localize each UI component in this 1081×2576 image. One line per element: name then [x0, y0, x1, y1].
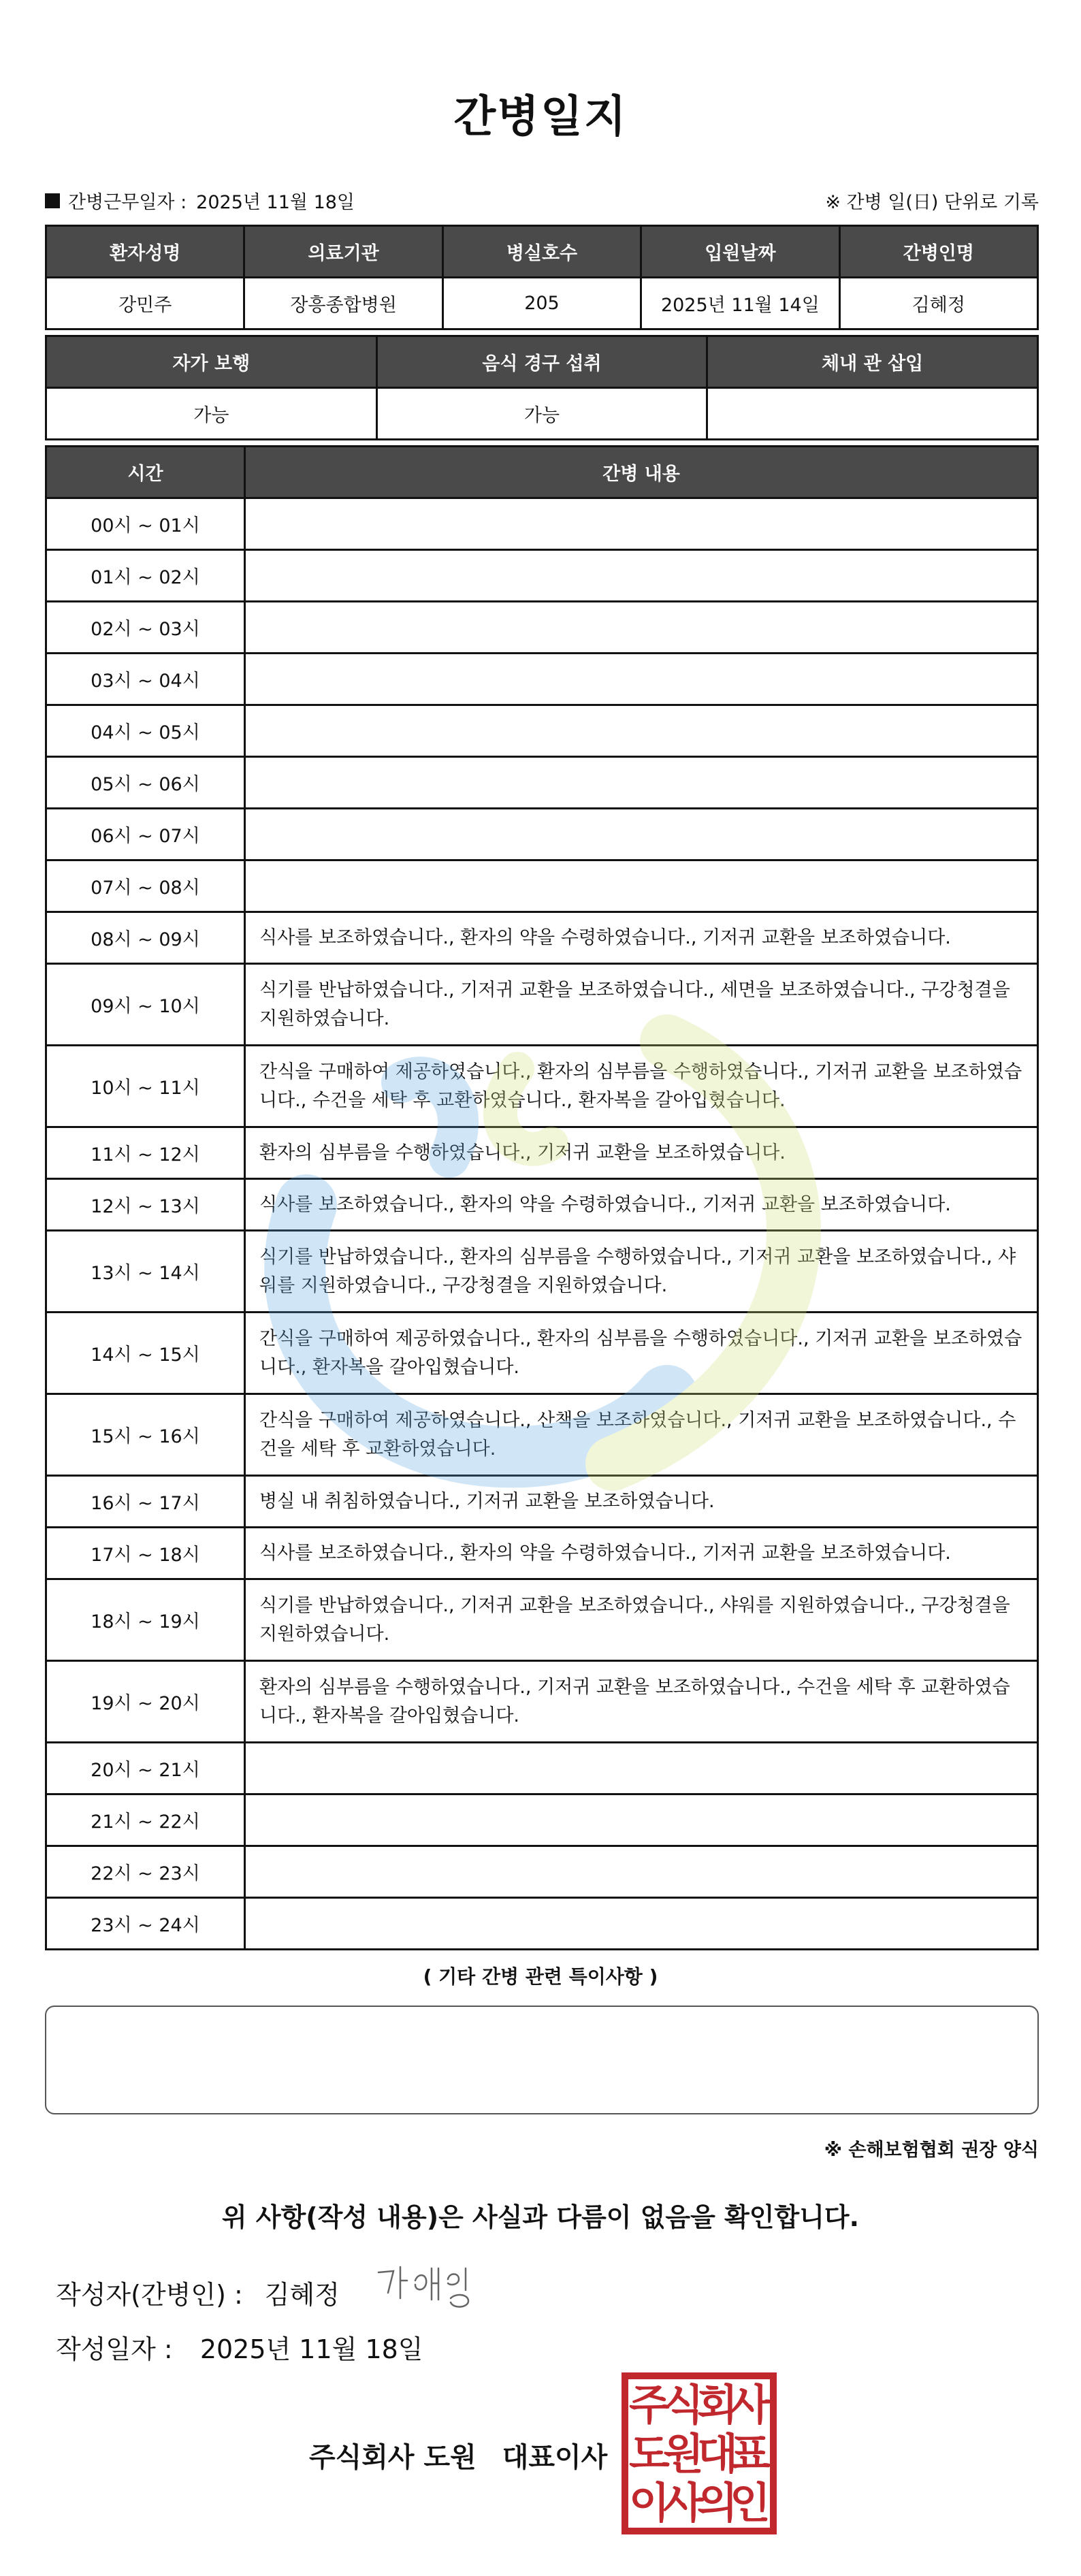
log-content: 간식을 구매하여 제공하였습니다., 환자의 심부름을 수행하였습니다., 기저귀 교환을 보조하였습니다., 수건을 세탁 후 교환하였습니다., 환자복을 갈아입혔습니다.: [245, 1046, 1038, 1127]
log-time: 17시 ~ 18시: [46, 1528, 245, 1579]
info-header: 간병인명: [839, 226, 1037, 278]
meta-row: [45, 187, 1039, 214]
info-header: 병실호수: [442, 226, 641, 278]
log-time: 11시 ~ 12시: [46, 1127, 245, 1179]
table-row: [46, 1179, 1038, 1231]
log-time: 04시 ~ 05시: [46, 705, 245, 757]
work-date-label: 간병근무일자 :: [68, 192, 187, 213]
log-content: [245, 654, 1038, 705]
table-row: [46, 809, 1038, 860]
log-content: 식기를 반납하였습니다., 기저귀 교환을 보조하였습니다., 세면을 보조하였습니다., 구강청결을 지원하였습니다.: [245, 964, 1038, 1046]
svg-text:이: 이: [629, 2478, 670, 2528]
admission-date: 2025년 11월 14일: [641, 278, 839, 329]
company-representative: 대표이사: [502, 2442, 608, 2473]
log-content: 환자의 심부름을 수행하였습니다., 기저귀 교환을 보조하였습니다., 수건을 세탁 후 교환하였습니다., 환자복을 갈아입혔습니다.: [245, 1661, 1038, 1743]
info-header: 의료기관: [244, 226, 442, 278]
table-row: [46, 1476, 1038, 1528]
table-row: [46, 757, 1038, 809]
ability-header: 체내 관 삽입: [707, 336, 1038, 388]
log-content: [245, 1794, 1038, 1846]
table-row: [46, 1046, 1038, 1127]
log-time: 22시 ~ 23시: [46, 1846, 245, 1898]
log-content: 환자의 심부름을 수행하였습니다., 기저귀 교환을 보조하였습니다.: [245, 1127, 1038, 1179]
svg-text:회: 회: [697, 2380, 738, 2430]
table-row: [46, 602, 1038, 654]
log-time: 20시 ~ 21시: [46, 1743, 245, 1794]
log-time: 07시 ~ 08시: [46, 860, 245, 912]
work-date: [45, 187, 355, 214]
log-time: 16시 ~ 17시: [46, 1476, 245, 1528]
company-seal-icon: [621, 2372, 777, 2535]
log-time: 06시 ~ 07시: [46, 809, 245, 860]
log-content: 식기를 반납하였습니다., 기저귀 교환을 보조하였습니다., 샤워를 지원하였습니다., 구강청결을 지원하였습니다.: [245, 1579, 1038, 1661]
log-content: [245, 602, 1038, 654]
svg-text:원: 원: [663, 2429, 704, 2479]
table-row: [46, 1898, 1038, 1950]
table-row: [46, 1743, 1038, 1794]
ability-header: 자가 보행: [46, 336, 377, 388]
ability-header: 음식 경구 섭취: [376, 336, 707, 388]
unit-note: ※ 간병 일(日) 단위로 기록: [825, 192, 1039, 213]
table-row: [46, 1661, 1038, 1743]
log-time: 08시 ~ 09시: [46, 912, 245, 964]
log-content: [245, 1846, 1038, 1898]
table-row: [46, 654, 1038, 705]
svg-text:의: 의: [697, 2478, 738, 2528]
square-bullet-icon: [45, 193, 60, 208]
svg-text:사: 사: [663, 2478, 704, 2528]
svg-text:인: 인: [730, 2478, 771, 2528]
notes-title: ( 기타 간병 관련 특이사항 ): [423, 1965, 658, 1988]
table-row: [46, 964, 1038, 1046]
log-time: 01시 ~ 02시: [46, 550, 245, 602]
log-time: 13시 ~ 14시: [46, 1231, 245, 1313]
log-time: 14시 ~ 15시: [46, 1313, 245, 1394]
log-time: 12시 ~ 13시: [46, 1179, 245, 1231]
table-row: [46, 1528, 1038, 1579]
hospital-name: 장흥종합병원: [244, 278, 442, 329]
patient-name: 강민주: [46, 278, 244, 329]
log-content: 식사를 보조하였습니다., 환자의 약을 수령하였습니다., 기저귀 교환을 보조하였습니다.: [245, 1179, 1038, 1231]
patient-ability-table: [45, 335, 1039, 440]
log-time: 09시 ~ 10시: [46, 964, 245, 1046]
table-row: [46, 1313, 1038, 1394]
tube-insertion-value: [707, 388, 1038, 440]
table-row: [46, 1794, 1038, 1846]
log-time: 10시 ~ 11시: [46, 1046, 245, 1127]
special-notes-box: [45, 2006, 1039, 2114]
info-header: 입원날짜: [641, 226, 839, 278]
svg-text:대: 대: [697, 2429, 738, 2479]
caregiver-name: 김혜정: [839, 278, 1037, 329]
written-date-label: 작성일자 :: [56, 2334, 173, 2364]
table-row: [46, 498, 1038, 550]
table-row: [46, 912, 1038, 964]
company-line: [309, 2436, 607, 2475]
log-time: 05시 ~ 06시: [46, 757, 245, 809]
handwritten-signature-icon: [373, 2260, 489, 2315]
table-row: [46, 1394, 1038, 1476]
log-content: [245, 550, 1038, 602]
log-content: 식사를 보조하였습니다., 환자의 약을 수령하였습니다., 기저귀 교환을 보조하였습니다.: [245, 912, 1038, 964]
log-content: [245, 498, 1038, 550]
svg-text:주: 주: [629, 2380, 670, 2430]
company-name: 주식회사 도원: [309, 2442, 477, 2473]
log-content: 식기를 반납하였습니다., 환자의 심부름을 수행하였습니다., 기저귀 교환을 보조하였습니다., 샤워를 지원하였습니다., 구강청결을 지원하였습니다.: [245, 1231, 1038, 1313]
log-time: 23시 ~ 24시: [46, 1898, 245, 1950]
log-header-time: 시간: [46, 447, 245, 498]
writer-line: [56, 2274, 340, 2311]
table-row: [46, 1231, 1038, 1313]
log-content: [245, 1898, 1038, 1950]
log-time: 03시 ~ 04시: [46, 654, 245, 705]
writer-name: 김혜정: [264, 2280, 340, 2310]
table-row: [46, 860, 1038, 912]
log-content: [245, 705, 1038, 757]
log-content: 간식을 구매하여 제공하였습니다., 산책을 보조하였습니다., 기저귀 교환을 보조하였습니다., 수건을 세탁 후 교환하였습니다.: [245, 1394, 1038, 1476]
log-time: 02시 ~ 03시: [46, 602, 245, 654]
confirmation-statement: 위 사항(작성 내용)은 사실과 다름이 없음을 확인합니다.: [221, 2202, 860, 2232]
table-row: [46, 705, 1038, 757]
log-time: 21시 ~ 22시: [46, 1794, 245, 1846]
work-date-value: 2025년 11월 18일: [196, 192, 355, 213]
written-date: [56, 2328, 423, 2366]
log-content: [245, 860, 1038, 912]
recommend-note: ※ 손해보험협회 권장 양식: [824, 2140, 1039, 2161]
patient-info-table: [45, 225, 1039, 330]
log-content: 식사를 보조하였습니다., 환자의 약을 수령하였습니다., 기저귀 교환을 보조하였습니다.: [245, 1528, 1038, 1579]
log-content: 간식을 구매하여 제공하였습니다., 환자의 심부름을 수행하였습니다., 기저귀 교환을 보조하였습니다., 환자복을 갈아입혔습니다.: [245, 1313, 1038, 1394]
oral-intake-value: 가능: [376, 388, 707, 440]
svg-text:사: 사: [730, 2380, 771, 2430]
self-walking-value: 가능: [46, 388, 377, 440]
log-time: 15시 ~ 16시: [46, 1394, 245, 1476]
log-time: 18시 ~ 19시: [46, 1579, 245, 1661]
log-content: [245, 757, 1038, 809]
written-date-value: 2025년 11월 18일: [199, 2334, 423, 2364]
table-row: [46, 1579, 1038, 1661]
log-time: 19시 ~ 20시: [46, 1661, 245, 1743]
log-content: [245, 1743, 1038, 1794]
svg-text:도: 도: [629, 2429, 670, 2479]
svg-text:표: 표: [730, 2429, 771, 2479]
log-time: 00시 ~ 01시: [46, 498, 245, 550]
care-log-table: [45, 445, 1039, 1950]
log-content: [245, 809, 1038, 860]
writer-label: 작성자(간병인) :: [56, 2280, 243, 2310]
svg-text:식: 식: [663, 2380, 704, 2430]
room-number: 205: [442, 278, 641, 329]
page-title: 간병일지: [453, 92, 628, 142]
log-content: 병실 내 취침하였습니다., 기저귀 교환을 보조하였습니다.: [245, 1476, 1038, 1528]
log-header-content: 간병 내용: [245, 447, 1038, 498]
table-row: [46, 550, 1038, 602]
info-header: 환자성명: [46, 226, 244, 278]
table-row: [46, 1846, 1038, 1898]
table-row: [46, 1127, 1038, 1179]
